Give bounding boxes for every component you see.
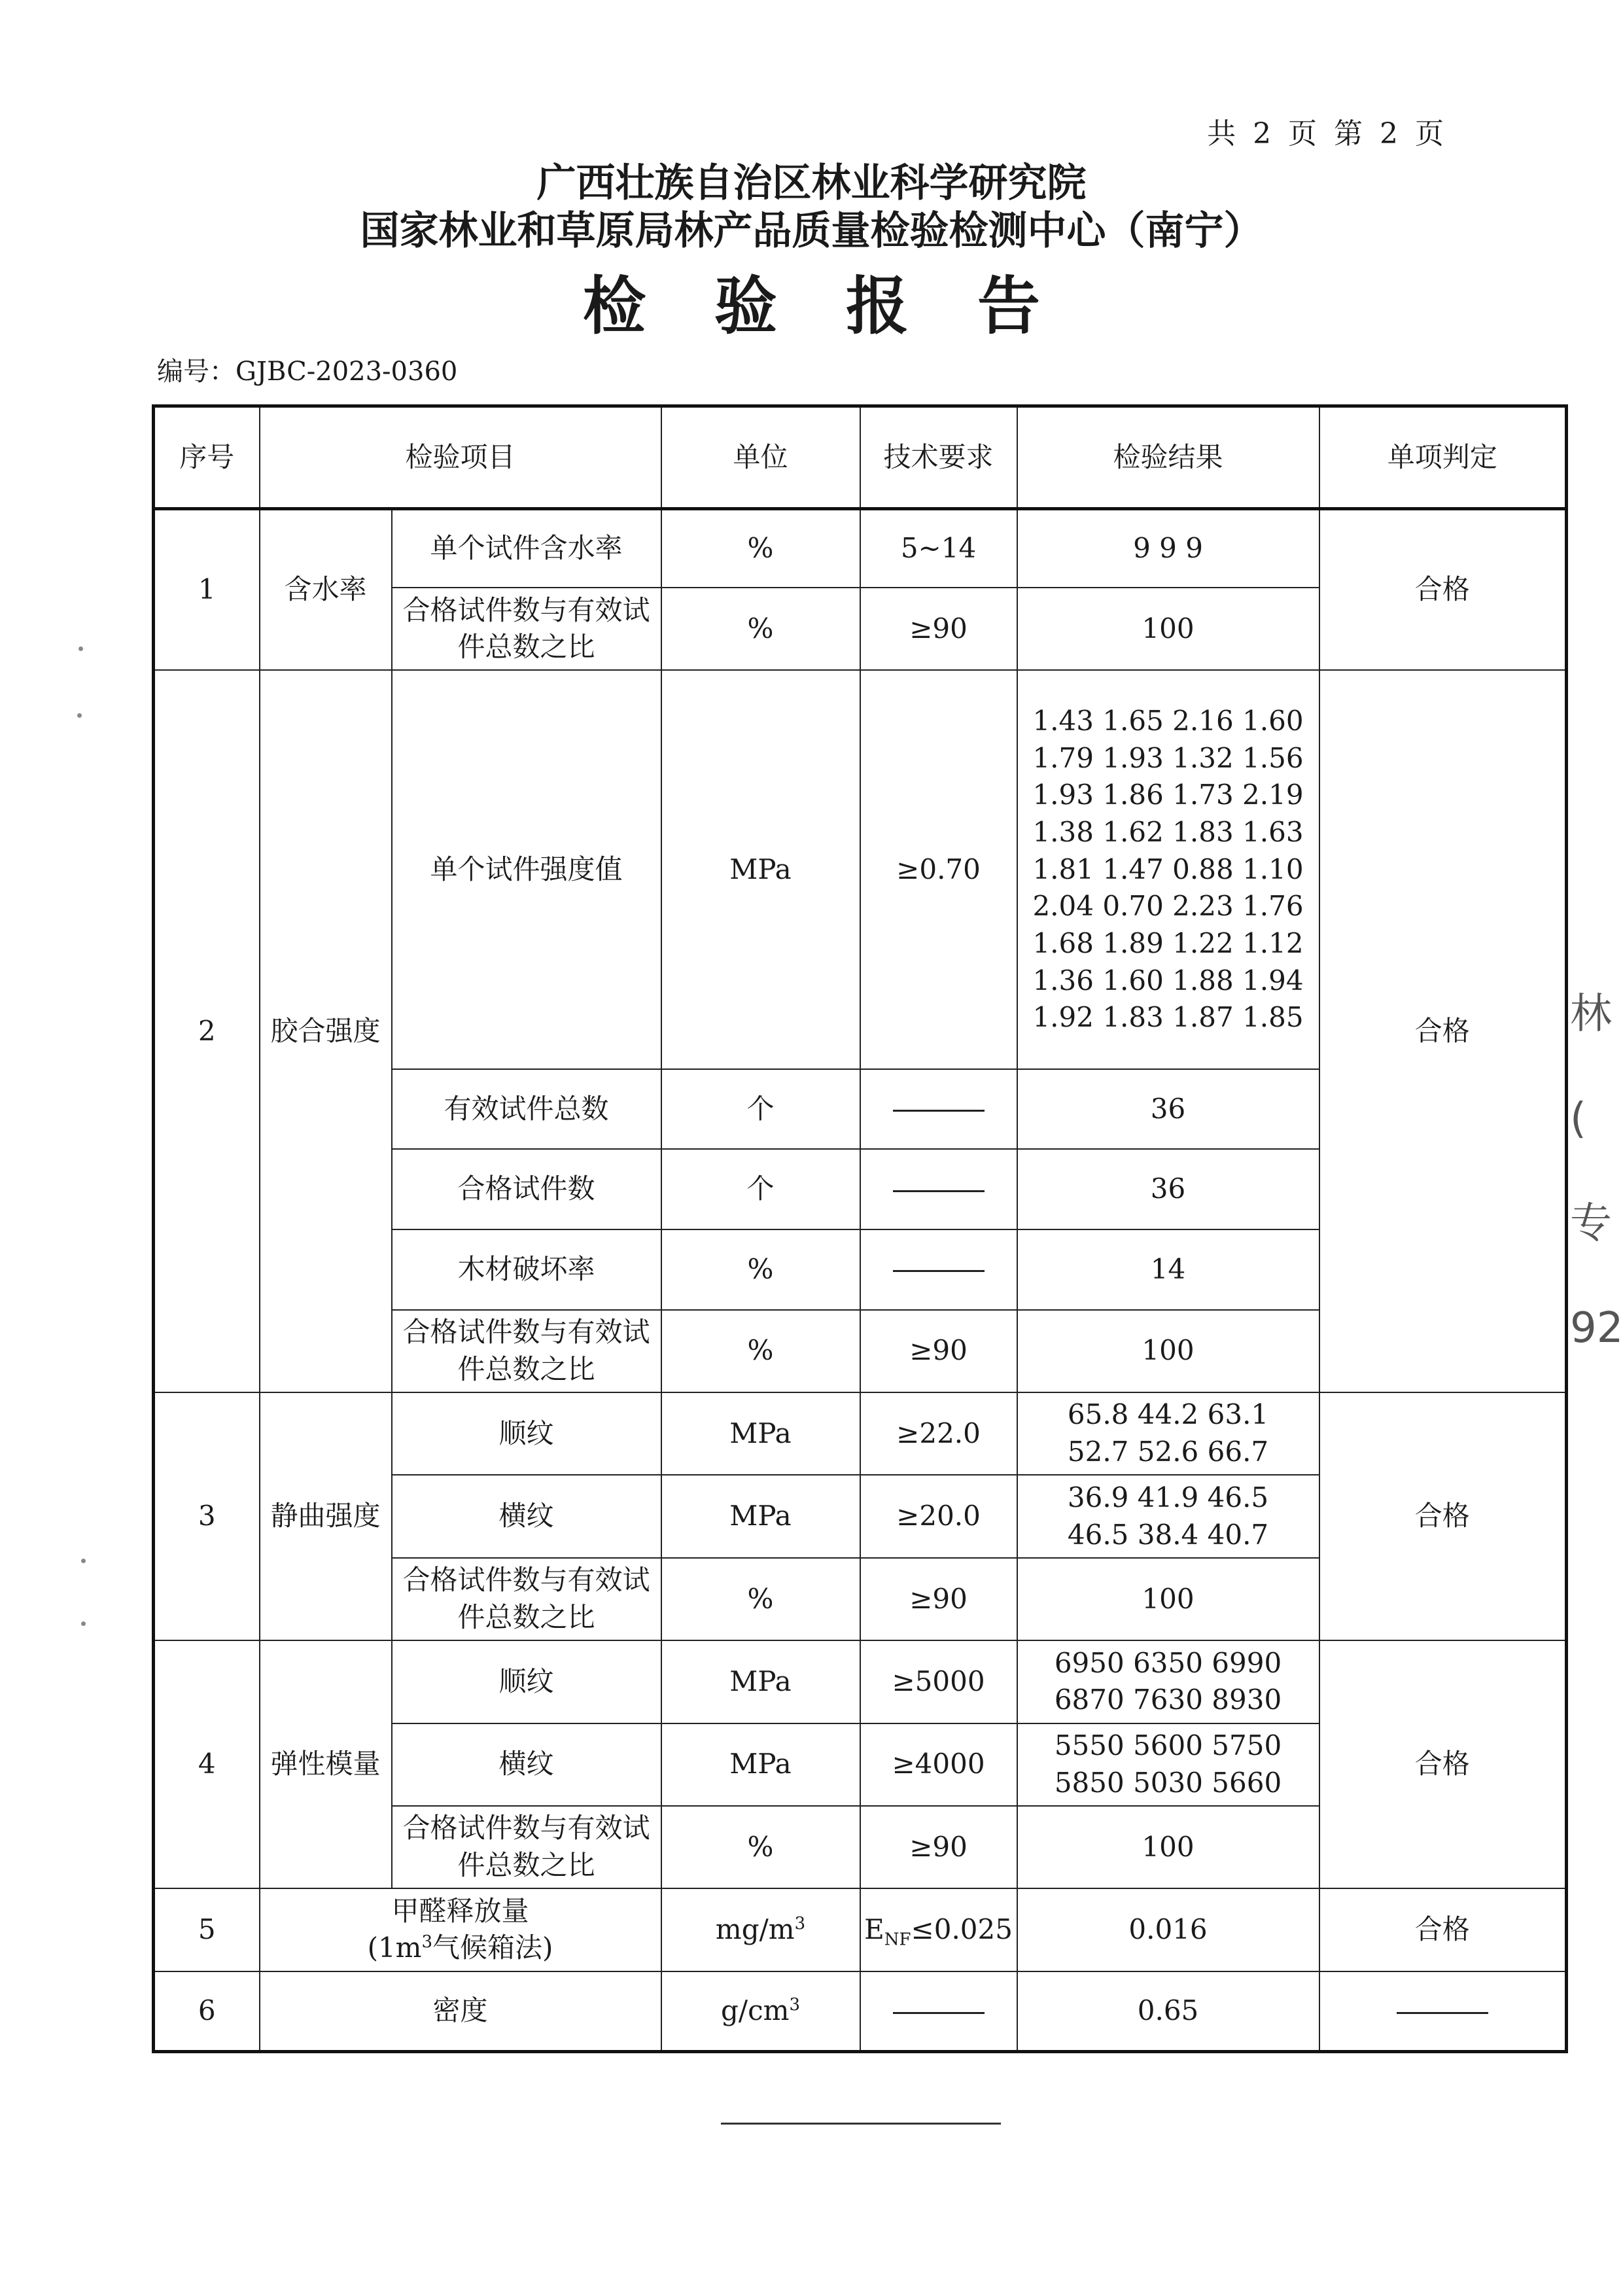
item-number: 3 [154, 1392, 260, 1640]
scan-speck [79, 646, 83, 651]
dash-mark [1397, 2012, 1488, 2014]
unit-cell [661, 1971, 860, 2052]
result-line: 1.92 1.83 1.87 1.85 [1032, 1001, 1304, 1034]
result-line: 52.7 52.6 66.7 [1067, 1436, 1269, 1468]
item-name-prefix: (1m [367, 1932, 422, 1964]
table-row [154, 1392, 1567, 1475]
header-verdict: 单项判定 [1319, 406, 1567, 509]
result-cell [1017, 1149, 1319, 1229]
bottom-rule [721, 2123, 1001, 2125]
item-category: 胶合强度 [260, 670, 392, 1392]
unit-cell: MPa [661, 1640, 860, 1723]
unit-cell: 个 [661, 1069, 860, 1150]
result-line: 36.9 41.9 46.5 [1067, 1481, 1269, 1513]
result-line: 6870 7630 8930 [1054, 1684, 1282, 1716]
page-counter: 共 2 页 第 2 页 [1207, 117, 1448, 150]
item-number: 5 [154, 1888, 260, 1971]
req-prefix: E [864, 1913, 884, 1946]
requirement-cell: 5~14 [860, 509, 1017, 588]
result-lines [1151, 1171, 1185, 1208]
unit-cell: % [661, 1806, 860, 1888]
result-line: 1.38 1.62 1.83 1.63 [1032, 815, 1304, 848]
result-line: 36 [1150, 1092, 1186, 1125]
requirement-cell [860, 1069, 1017, 1150]
result-lines [1142, 1332, 1194, 1369]
report-number: 编号：GJBC-2023-0360 [157, 357, 458, 387]
sub-item: 有效试件总数 [392, 1069, 661, 1150]
result-cell [1017, 1392, 1319, 1475]
result-line: 1.36 1.60 1.88 1.94 [1032, 964, 1304, 997]
result-lines [1133, 530, 1203, 567]
result-lines [1142, 1829, 1194, 1866]
result-line: 65.8 44.2 63.1 [1067, 1398, 1269, 1431]
result-lines [1151, 1091, 1185, 1128]
result-line: 5850 5030 5660 [1054, 1766, 1282, 1799]
result-cell [1017, 1475, 1319, 1557]
result-lines [1068, 1396, 1268, 1470]
header-requirement: 技术要求 [860, 406, 1017, 509]
result-line: 14 [1150, 1252, 1186, 1285]
item-name-line1: 甲醛释放量 [391, 1894, 529, 1927]
result-cell [1017, 509, 1319, 588]
requirement-cell: ≥5000 [860, 1640, 1017, 1723]
unit-cell: 个 [661, 1149, 860, 1229]
result-lines [1151, 1251, 1185, 1288]
seal-glyph: ( [1570, 1095, 1586, 1143]
table-row [154, 1971, 1567, 2052]
requirement-cell: ≥90 [860, 1310, 1017, 1392]
result-line: 100 [1142, 1334, 1195, 1367]
result-line: 36 [1150, 1173, 1186, 1205]
result-cell: 0.65 [1017, 1971, 1319, 2052]
result-cell [1017, 1806, 1319, 1888]
unit-cell: % [661, 588, 860, 670]
unit-sup: 3 [794, 1914, 806, 1934]
requirement-cell: ≥20.0 [860, 1475, 1017, 1557]
requirement-cell [860, 1229, 1017, 1310]
unit-cell: % [661, 1229, 860, 1310]
inspection-results-table [152, 404, 1568, 2053]
item-number: 6 [154, 1971, 260, 2052]
unit-cell [661, 1888, 860, 1971]
institute-name: 广西壮族自治区林业科学研究院 [536, 160, 1087, 206]
table-row [154, 1640, 1567, 1723]
sub-item: 横纹 [392, 1723, 661, 1806]
sub-item: 合格试件数 [392, 1149, 661, 1229]
report-title: 检验报告 [583, 270, 1109, 343]
requirement-cell: ≥90 [860, 1806, 1017, 1888]
result-line: 1.43 1.65 2.16 1.60 [1032, 704, 1304, 737]
result-lines [1068, 1479, 1268, 1553]
unit-cell: % [661, 1310, 860, 1392]
item-category [260, 1888, 661, 1971]
sub-item: 合格试件数与有效试件总数之比 [392, 588, 661, 670]
result-line: 46.5 38.4 40.7 [1067, 1518, 1269, 1551]
result-line: 100 [1142, 1582, 1195, 1615]
requirement-cell [860, 1888, 1017, 1971]
result-cell [1017, 670, 1319, 1069]
table-row [154, 670, 1567, 1069]
sub-item: 木材破坏率 [392, 1229, 661, 1310]
verdict-cell: 合格 [1319, 1392, 1567, 1640]
result-cell [1017, 1069, 1319, 1150]
seal-glyph: 林 [1570, 990, 1612, 1038]
center-name: 国家林业和草原局林产品质量检验检测中心（南宁） [360, 208, 1263, 254]
requirement-cell [860, 1149, 1017, 1229]
header-unit: 单位 [661, 406, 860, 509]
result-cell [1017, 1558, 1319, 1640]
item-category: 含水率 [260, 509, 392, 671]
unit-cell: % [661, 509, 860, 588]
requirement-cell: ≥0.70 [860, 670, 1017, 1069]
unit-cell: % [661, 1558, 860, 1640]
result-lines [1055, 1645, 1282, 1719]
item-name-sup: 3 [421, 1932, 433, 1952]
dash-mark [893, 2012, 985, 2014]
result-cell [1017, 588, 1319, 670]
header-no: 序号 [154, 406, 260, 509]
seal-glyph: 92 [1570, 1304, 1623, 1352]
sub-item: 单个试件含水率 [392, 509, 661, 588]
item-name-suffix: 气候箱法) [432, 1932, 553, 1964]
dash-mark [893, 1190, 985, 1192]
unit-cell: MPa [661, 1723, 860, 1806]
table-header-row [154, 406, 1567, 509]
result-cell: 0.016 [1017, 1888, 1319, 1971]
unit-base: g/cm [721, 1994, 790, 2026]
scan-speck [81, 1559, 86, 1563]
result-line: 2.04 0.70 2.23 1.76 [1032, 890, 1304, 923]
verdict-cell: 合格 [1319, 1888, 1567, 1971]
unit-base: mg/m [715, 1913, 795, 1946]
req-suffix: ≤0.025 [911, 1913, 1013, 1946]
item-category: 密度 [260, 1971, 661, 2052]
result-line: 5550 5600 5750 [1054, 1729, 1282, 1762]
result-lines [1032, 703, 1303, 1036]
result-line: 100 [1142, 1830, 1195, 1863]
unit-cell: MPa [661, 1475, 860, 1557]
item-name-line2 [260, 1930, 661, 1967]
result-lines [1142, 1581, 1194, 1618]
unit-sup: 3 [789, 1995, 800, 2015]
result-line: 1.79 1.93 1.32 1.56 [1032, 741, 1304, 774]
dash-mark [893, 1110, 985, 1112]
seal-stamp-fragment [1570, 962, 1623, 1352]
item-number: 4 [154, 1640, 260, 1888]
result-line: 9 9 9 [1133, 532, 1203, 565]
result-cell [1017, 1229, 1319, 1310]
unit-cell: MPa [661, 1392, 860, 1475]
item-number: 2 [154, 670, 260, 1392]
sub-item: 合格试件数与有效试件总数之比 [392, 1310, 661, 1392]
result-cell [1017, 1723, 1319, 1806]
sub-item: 顺纹 [392, 1392, 661, 1475]
verdict-cell [1319, 1971, 1567, 2052]
verdict-cell: 合格 [1319, 670, 1567, 1392]
header-result: 检验结果 [1017, 406, 1319, 509]
verdict-cell: 合格 [1319, 509, 1567, 671]
table-row [154, 1888, 1567, 1971]
unit-cell: MPa [661, 670, 860, 1069]
req-sub: NF [884, 1930, 911, 1950]
requirement-cell: ≥90 [860, 1558, 1017, 1640]
header-item: 检验项目 [260, 406, 661, 509]
sub-item: 合格试件数与有效试件总数之比 [392, 1806, 661, 1888]
result-cell [1017, 1640, 1319, 1723]
sub-item: 单个试件强度值 [392, 670, 661, 1069]
result-lines [1055, 1727, 1282, 1801]
result-line: 1.81 1.47 0.88 1.10 [1032, 853, 1304, 885]
result-line: 1.68 1.89 1.22 1.12 [1032, 927, 1304, 959]
requirement-cell: ≥90 [860, 588, 1017, 670]
sub-item: 横纹 [392, 1475, 661, 1557]
sub-item: 合格试件数与有效试件总数之比 [392, 1558, 661, 1640]
sub-item: 顺纹 [392, 1640, 661, 1723]
dash-mark [893, 1270, 985, 1272]
requirement-cell [860, 1971, 1017, 2052]
requirement-cell: ≥4000 [860, 1723, 1017, 1806]
scan-speck [81, 1621, 86, 1626]
seal-glyph: 专 [1570, 1199, 1612, 1248]
result-line: 1.93 1.86 1.73 2.19 [1032, 779, 1304, 811]
table-row [154, 509, 1567, 588]
result-lines [1142, 610, 1194, 648]
requirement-cell: ≥22.0 [860, 1392, 1017, 1475]
item-category: 弹性模量 [260, 1640, 392, 1888]
result-cell [1017, 1310, 1319, 1392]
item-category: 静曲强度 [260, 1392, 392, 1640]
result-line: 100 [1142, 612, 1195, 645]
verdict-cell: 合格 [1319, 1640, 1567, 1888]
item-number: 1 [154, 509, 260, 671]
scan-speck [77, 713, 82, 718]
result-line: 6950 6350 6990 [1054, 1646, 1282, 1679]
